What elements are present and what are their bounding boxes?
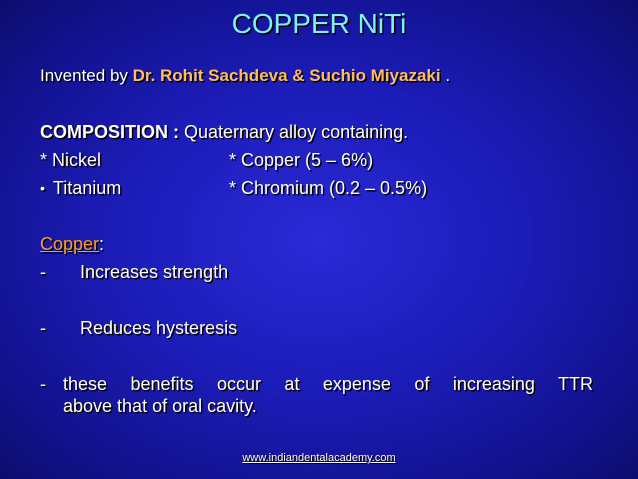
- invented-prefix: Invented by: [40, 66, 133, 85]
- composition-label: COMPOSITION :: [40, 122, 184, 142]
- footer-website[interactable]: [0, 452, 638, 464]
- benefit-item: these benefits occur at expense of increasing TTR: [63, 374, 593, 394]
- composition-text: Quaternary alloy containing.: [184, 122, 409, 142]
- component-nickel: * Nickel: [40, 150, 102, 170]
- component-chromium: * Chromium (0.2 – 0.5%): [229, 178, 428, 198]
- inventor-names: Dr. Rohit Sachdeva & Suchio Miyazaki: [132, 66, 441, 85]
- component-copper: * Copper (5 – 6%): [229, 150, 374, 170]
- benefit-dash: -: [40, 262, 46, 282]
- invented-suffix: .: [440, 66, 451, 85]
- copper-link[interactable]: Copper: [40, 234, 100, 254]
- benefit-item: Increases strength: [80, 262, 229, 282]
- slide-title: COPPER NiTi: [231, 8, 407, 39]
- inventor-line: [40, 66, 450, 86]
- benefit-dash: -: [40, 318, 46, 338]
- copper-heading: [40, 234, 104, 255]
- component-titanium-row: [40, 178, 121, 199]
- benefit-dash: -: [40, 374, 46, 394]
- footer-link[interactable]: www.indiandentalacademy.com: [242, 452, 396, 464]
- component-titanium: Titanium: [52, 178, 122, 198]
- benefit-item: Reduces hysteresis: [80, 318, 238, 338]
- copper-colon: :: [99, 234, 105, 254]
- composition-line: [40, 122, 408, 143]
- bullet-icon: •: [40, 180, 45, 196]
- benefit-item-continued: above that of oral cavity.: [63, 396, 257, 416]
